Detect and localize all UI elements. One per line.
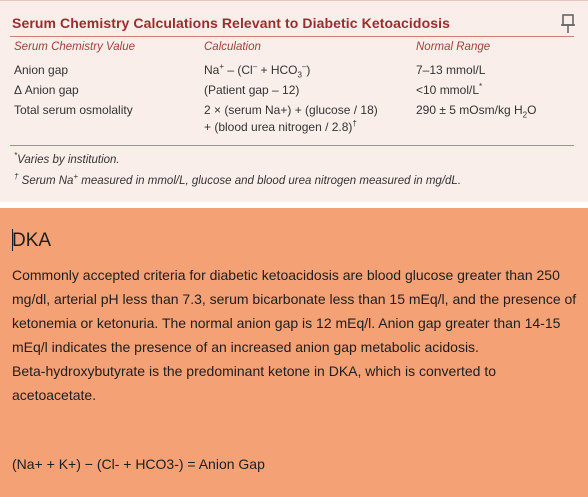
row-osmolality-calc-line1: 2 × (serum Na+) + (glucose / 18) — [204, 103, 378, 117]
column-header-value: Serum Chemistry Value — [14, 41, 136, 53]
row-osmolality-calc-line2: + (blood urea nitrogen / 2.8)† — [204, 119, 357, 134]
column-header-calculation: Calculation — [204, 41, 261, 53]
footnote-varies: *Varies by institution. — [14, 151, 120, 166]
note-body[interactable] — [12, 263, 578, 407]
column-header-range: Normal Range — [416, 41, 491, 53]
row-anion-gap-value: Anion gap — [14, 63, 69, 77]
note-paragraph-criteria: Commonly accepted criteria for diabetic ketoacidosis are blood glucose greater than 250 mg/dl, arterial pH less than 7.3, serum bicarbonate less than 15 mEq/l, and the presence of ketonemia or ketonuria. The normal anion gap is 12 mEq/l. Anion gap greater than 14-15 mEq/l indicates the presence of an increased anion gap metabolic acidosis. — [12, 267, 577, 355]
footnote-units: † Serum Na+ measured in mmol/L, glucose and blood urea nitrogen measured in mg/dL. — [14, 172, 462, 187]
anion-gap-formula: (Na+ + K+) − (Cl- + HCO3-) = Anion Gap — [12, 456, 265, 472]
row-osmolality-range: 290 ± 5 mOsm/kg $H_2O$ — [416, 103, 537, 120]
chemistry-table-card — [0, 0, 588, 202]
note-paragraph-ketone: Beta-hydroxybutyrate is the predominant ketone in DKA, which is converted to acetoacetate. — [12, 363, 497, 403]
row-delta-anion-gap-calc: (Patient gap – 12) — [204, 83, 300, 97]
note-title[interactable]: DKA — [12, 230, 52, 251]
title-divider — [10, 36, 574, 37]
dka-note[interactable] — [0, 208, 588, 497]
table-title: Serum Chemistry Calculations Relevant to Diabetic Ketoacidosis — [12, 15, 450, 31]
row-anion-gap-range: 7–13 mmol/L — [416, 63, 486, 77]
row-osmolality-value: Total serum osmolality — [14, 103, 133, 117]
row-delta-anion-gap-value: Δ Anion gap — [14, 83, 79, 97]
pin-icon[interactable] — [558, 13, 578, 35]
row-delta-anion-gap-range: <10 mmol/L* — [416, 82, 483, 97]
row-anion-gap-calc: $Na^+ - (Cl^- + HCO_3^-)$ — [204, 62, 311, 80]
footnote-divider — [10, 145, 574, 146]
